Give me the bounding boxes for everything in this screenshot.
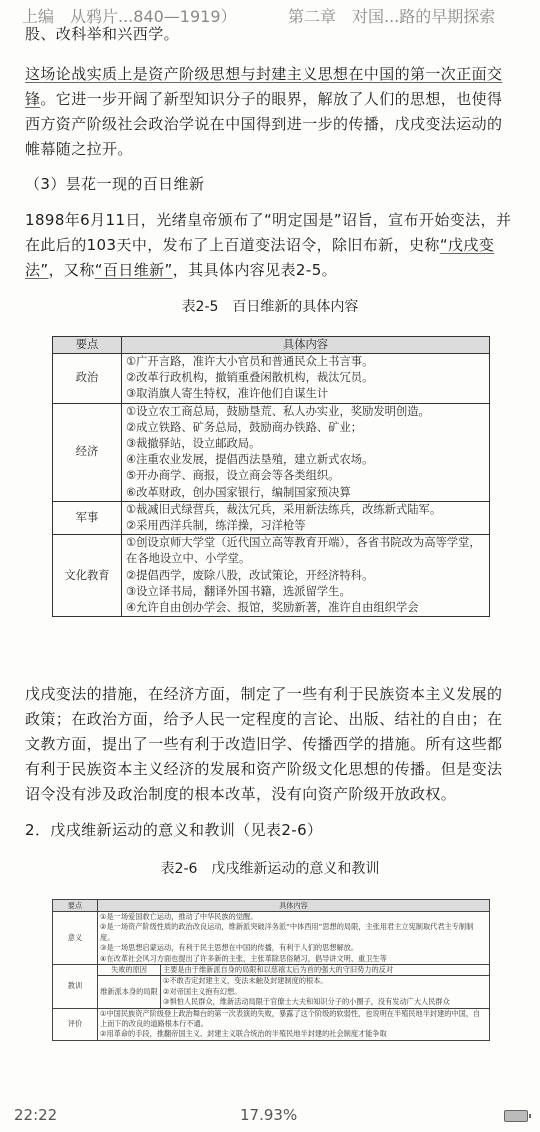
subheading-hundred-days-reform: （3）昙花一现的百日维新 (25, 175, 205, 193)
subheading-significance-lessons: 2．戊戌维新运动的意义和教训（见表2-6） (25, 821, 323, 839)
reader-status-bar (0, 1096, 540, 1132)
row-key-economy: 经济 (53, 403, 122, 501)
sub-key-reformer-limits: 维新派本身的局限 (98, 976, 161, 1008)
table-item: ③设立译书局，翻译外国书籍，选派留学生。 (126, 584, 351, 598)
row-key-meaning: 意义 (53, 912, 98, 965)
table-item: ②对帝国主义抱有幻想。 (163, 986, 242, 996)
row-content-education (122, 535, 490, 617)
table-item: ③是一场思想启蒙运动，有利于民主思想在中国的传播，有利于人们的思想解放。 (100, 943, 359, 953)
row-key-evaluation: 评价 (53, 1008, 98, 1040)
column-header-key: 要点 (53, 900, 98, 912)
sub-content-reformer-limits (161, 976, 490, 1008)
table-item: ①广开言路，准许大小官员和普通民众上书言事。 (126, 355, 374, 368)
table-row-economy (53, 403, 490, 501)
sub-key-failure-cause: 失败的原因 (98, 965, 161, 976)
table-item: ②提倡西学，废除八股，改试策论，开经济特科。 (126, 568, 374, 582)
paragraph-text: ，又称 (48, 261, 95, 279)
table-item: ③惧怕人民群众，维新活动局限于官僚士大夫和知识分子的小圈子，没有发动广大人民群众 (163, 997, 450, 1007)
row-content-evaluation (98, 1008, 490, 1040)
row-key-military: 军事 (53, 501, 122, 534)
table-item: ②是一场资产阶级性质的政治改良运动，维新派突破洋务派“中体西用”思想的局限，主张用君主立宪制取代君主专制制度。 (100, 922, 474, 942)
table-2-5-caption: 表2-5 百日维新的具体内容 (181, 299, 359, 315)
column-header-content: 具体内容 (98, 900, 490, 912)
paragraph-reform-start (25, 208, 517, 283)
table-item: ⑤开办商学、商报，设立商会等各类组织。 (126, 469, 340, 483)
table-item: ①不敢否定封建主义，变法未触及封建制度的根本。 (163, 976, 328, 986)
table-header-row (53, 337, 490, 354)
header-chapter-title: 第二章 对国...路的早期探索 (288, 7, 496, 26)
table-row-lessons-cause (53, 965, 490, 976)
table-item: ③取消旗人寄生特权，准许他们自谋生计 (126, 387, 329, 401)
row-key-lessons: 教训 (53, 965, 98, 1009)
row-content-meaning (98, 912, 490, 965)
table-item: ③裁撤驿站，设立邮政局。 (126, 437, 261, 451)
paragraph-text: 。它进一步开阔了新型知识分子的眼界，解放了人们的思想，也使得西方资产阶级社会政治学说在中国得到进一步的传播，戊戌变法运动的帷幕随之拉开。 (25, 90, 503, 158)
paragraph-text: 1898年6月11日，光绪皇帝颁布了“明定国是”诏旨，宣布开始变法，并在此后的103天中，发布了上百道变法诏令，除旧布新，史称 (25, 211, 512, 254)
table-item: ②成立铁路、矿务总局，鼓励商办铁路、矿业； (126, 420, 363, 434)
table-item: ②改革行政机构，撤销重叠闲散机构，裁汰冗员。 (126, 371, 374, 385)
underlined-phrase-hundred-days: “百日维新” (94, 261, 173, 279)
table-item: ①中国民族资产阶级登上政治舞台的第一次表演的失败，暴露了这个阶级的软弱性，也说明在半殖民地半封建的中国，自上而下的改良的道路根本行不通。 (100, 1008, 481, 1029)
paragraph-reform-measures: 戊戌变法的措施，在经济方面，制定了一些有利于民族资本主义发展的政策；在政治方面，给予人民一定程度的言论、出版、结社的自由；在文教方面，提出了一些有利于改造旧学、传播西学的措施。所有这些都有利于民族资本主义经济的发展和资产阶级文化思想的传播。但是变法诏令没有涉及政治制度的根本改革，没有向资产阶级开放政权。 (25, 685, 503, 803)
table-row-military (53, 501, 490, 534)
table-row-lessons-limits (53, 976, 490, 1008)
table-item: ④允许自由创办学会、报馆，奖励新著，准许自由组织学会 (126, 601, 419, 615)
table-2-6-significance-lessons (52, 899, 490, 1041)
paragraph-debate-significance (25, 62, 517, 162)
table-item: ④注重农业发展，提倡西法垦殖，建立新式农场。 (126, 453, 374, 467)
header-book-section: 上编 从鸦片...840—1919） (22, 7, 237, 26)
table-item: ④在改革社会风习方面也提出了许多新的主张，主张革除恶俗陋习，倡导讲文明、重卫生等 (100, 953, 387, 963)
paragraph-continued: 股、改科举和兴西学。 (25, 25, 180, 43)
table-item: ①裁减旧式绿营兵，裁汰冗兵，采用新法练兵，改练新式陆军。 (126, 502, 442, 516)
table-item: ①创设京师大学堂（近代国立高等教育开端），各省书院改为高等学堂，在各地设立中、小学堂。 (126, 536, 481, 566)
table-item: ⑥改革财政，创办国家银行，编制国家预决算 (126, 485, 351, 499)
row-content-politics (122, 354, 490, 404)
table-2-5-reform-content (52, 336, 490, 617)
battery-icon (504, 1110, 528, 1122)
column-header-content: 具体内容 (122, 337, 490, 354)
paragraph-text: ，其具体内容见表2-5。 (172, 261, 338, 279)
table-item: ①设立农工商总局，鼓励垦荒、私人办实业，奖励发明创造。 (126, 404, 430, 418)
table-item: ②用革命的手段，推翻帝国主义、封建主义联合统治的半殖民地半封建的社会制度才能争取 (100, 1029, 387, 1039)
table-row-education (53, 535, 490, 617)
row-content-economy (122, 403, 490, 501)
table-header-row (53, 900, 490, 912)
underlined-phrase-wuxu: “戊戌变法” (25, 236, 495, 279)
reading-progress: 17.93% (240, 1106, 298, 1124)
table-2-6-caption: 表2-6 戊戌维新运动的意义和教训 (160, 861, 380, 877)
table-row-politics (53, 354, 490, 404)
table-item: ①是一场爱国救亡运动，推动了中华民族的觉醒。 (100, 912, 258, 921)
row-key-politics: 政治 (53, 354, 122, 404)
clock-time: 22:22 (14, 1106, 58, 1124)
table-row-meaning (53, 912, 490, 965)
table-row-evaluation (53, 1008, 490, 1040)
sub-content-failure-cause: 主要是由于维新派自身的局限和以慈禧太后为首的强大的守旧势力的反对 (161, 965, 490, 976)
table-item: ②采用西洋兵制，练洋操，习洋枪等 (126, 519, 306, 533)
column-header-key: 要点 (53, 337, 122, 354)
row-key-education: 文化教育 (53, 535, 122, 617)
row-content-military (122, 501, 490, 534)
underlined-phrase-debate: 这场论战实质上是资产阶级思想与封建主义思想在中国的第一次正面交锋 (25, 65, 503, 108)
